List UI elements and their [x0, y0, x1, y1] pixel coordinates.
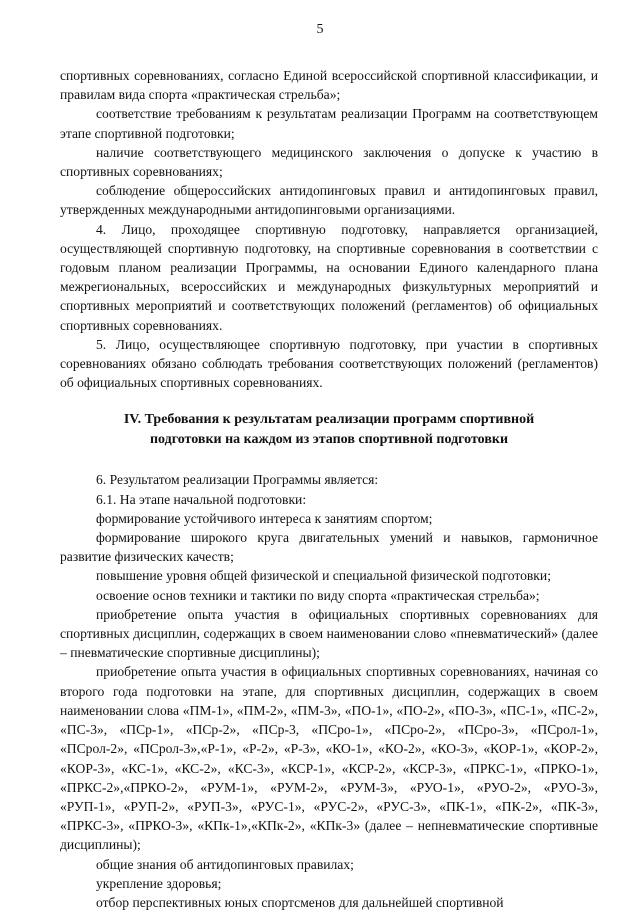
section-heading-line-2: подготовки на каждом из этапов спортивной подготовки: [149, 432, 509, 448]
spacer: [60, 450, 598, 470]
paragraph-motor-skills: формирование широкого круга двигательных умений и навыков, гармоничное развитие физических качеств;: [60, 530, 598, 565]
paragraph-physical-training: повышение уровня общей физической и специальной физической подготовки;: [96, 568, 551, 584]
paragraph-medical-certificate: наличие соответствующего медицинского заключения о допуске к участию в спортивных соревнованиях;: [60, 144, 598, 180]
section-heading: [60, 410, 598, 450]
paragraph-antidoping-rules: соблюдение общероссийских антидопинговых правил и антидопинговых правил, утвержденных международными антидопинговыми организациями.: [60, 183, 598, 218]
spacer: [60, 392, 598, 410]
paragraph-item-5: 5. Лицо, осуществляющее спортивную подготовку, при участии в спортивных соревнованиях обязано соблюдать требования соответствующих положений (регламентов) об официальных спортивных соревнованиях.: [60, 336, 598, 391]
page-number: 5: [316, 22, 324, 37]
paragraph-health: укрепление здоровья;: [96, 875, 222, 891]
paragraph-item-6: 6. Результатом реализации Программы является:: [96, 472, 379, 488]
paragraph-requirements-compliance: соответствие требованиям к результатам реализации Программ на соответствующем этапе спортивной подготовки;: [60, 106, 598, 141]
paragraph-selection: отбор перспективных юных спортсменов для дальнейшей спортивной: [96, 894, 504, 910]
document-body: [60, 66, 598, 912]
paragraph-antidoping-knowledge: общие знания об антидопинговых правилах;: [96, 856, 354, 872]
paragraph-continuation: спортивных соревнованиях, согласно Единой всероссийской спортивной классификации, и правилам вида спорта «практическая стрельба»;: [60, 68, 598, 103]
paragraph-technique-tactics: освоение основ техники и тактики по виду спорта «практическая стрельба»;: [96, 587, 540, 603]
section-heading-line-1: IV. Требования к результатам реализации программ спортивной: [123, 412, 535, 428]
paragraph-pneumatic-competitions: приобретение опыта участия в официальных спортивных соревнованиях для спортивных дисциплин, содержащих в своем наименовании слово «пневматический» (далее – пневматические спортивные дисциплины);: [60, 606, 598, 661]
paragraph-non-pneumatic-competitions: приобретение опыта участия в официальных спортивных соревнованиях, начиная со второго года подготовки на этапе, для спортивных дисциплин, содержащих в своем наименовании слова «ПМ-1», «ПМ-2», «ПМ-3», «ПО-1», «ПО-2», «ПО-3», «ПС-1», «ПС-2», «ПС-3», «ПСр-1», «ПСр-2», «ПСр-3, «ПСро-1», «ПСро-2», «ПСро-3», «ПСрол-1», «ПСрол-2», «ПСрол-3»,«Р-1», «Р-2», «Р-3», «КО-1», «КО-2», «КО-3», «КОР-1», «КОР-2», «КОР-3», «КС-1», «КС-2», «КС-3», «КСР-1», «КСР-2», «КСР-3», «ПРКС-1», «ПРКО-1», «ПРКС-2»,«ПРКО-2», «РУМ-1», «РУМ-2», «РУМ-3», «РУО-1», «РУО-2», «РУО-3», «РУП-1», «РУП-2», «РУП-3», «РУС-1», «РУС-2», «РУС-3», «ПК-1», «ПК-2», «ПК-3», «ПРКС-3», «ПРКО-3», «КПк-1»,«КПк-2», «КПк-3» (далее – непневматические спортивные дисциплины);: [60, 664, 598, 853]
paragraph-item-6-1: 6.1. На этапе начальной подготовки:: [96, 491, 307, 507]
paragraph-item-4: 4. Лицо, проходящее спортивную подготовку, направляется организацией, осуществляющей спортивную подготовку, на спортивные соревнования в соответствии с годовым планом реализации Программы, на основании Единого календарного плана межрегиональных, всероссийских и международных физкультурных мероприятий и спортивных мероприятий и соответствующих положений (регламентов) об официальных спортивных соревнованиях.: [60, 221, 598, 333]
paragraph-interest: формирование устойчивого интереса к занятиям спортом;: [96, 510, 433, 526]
